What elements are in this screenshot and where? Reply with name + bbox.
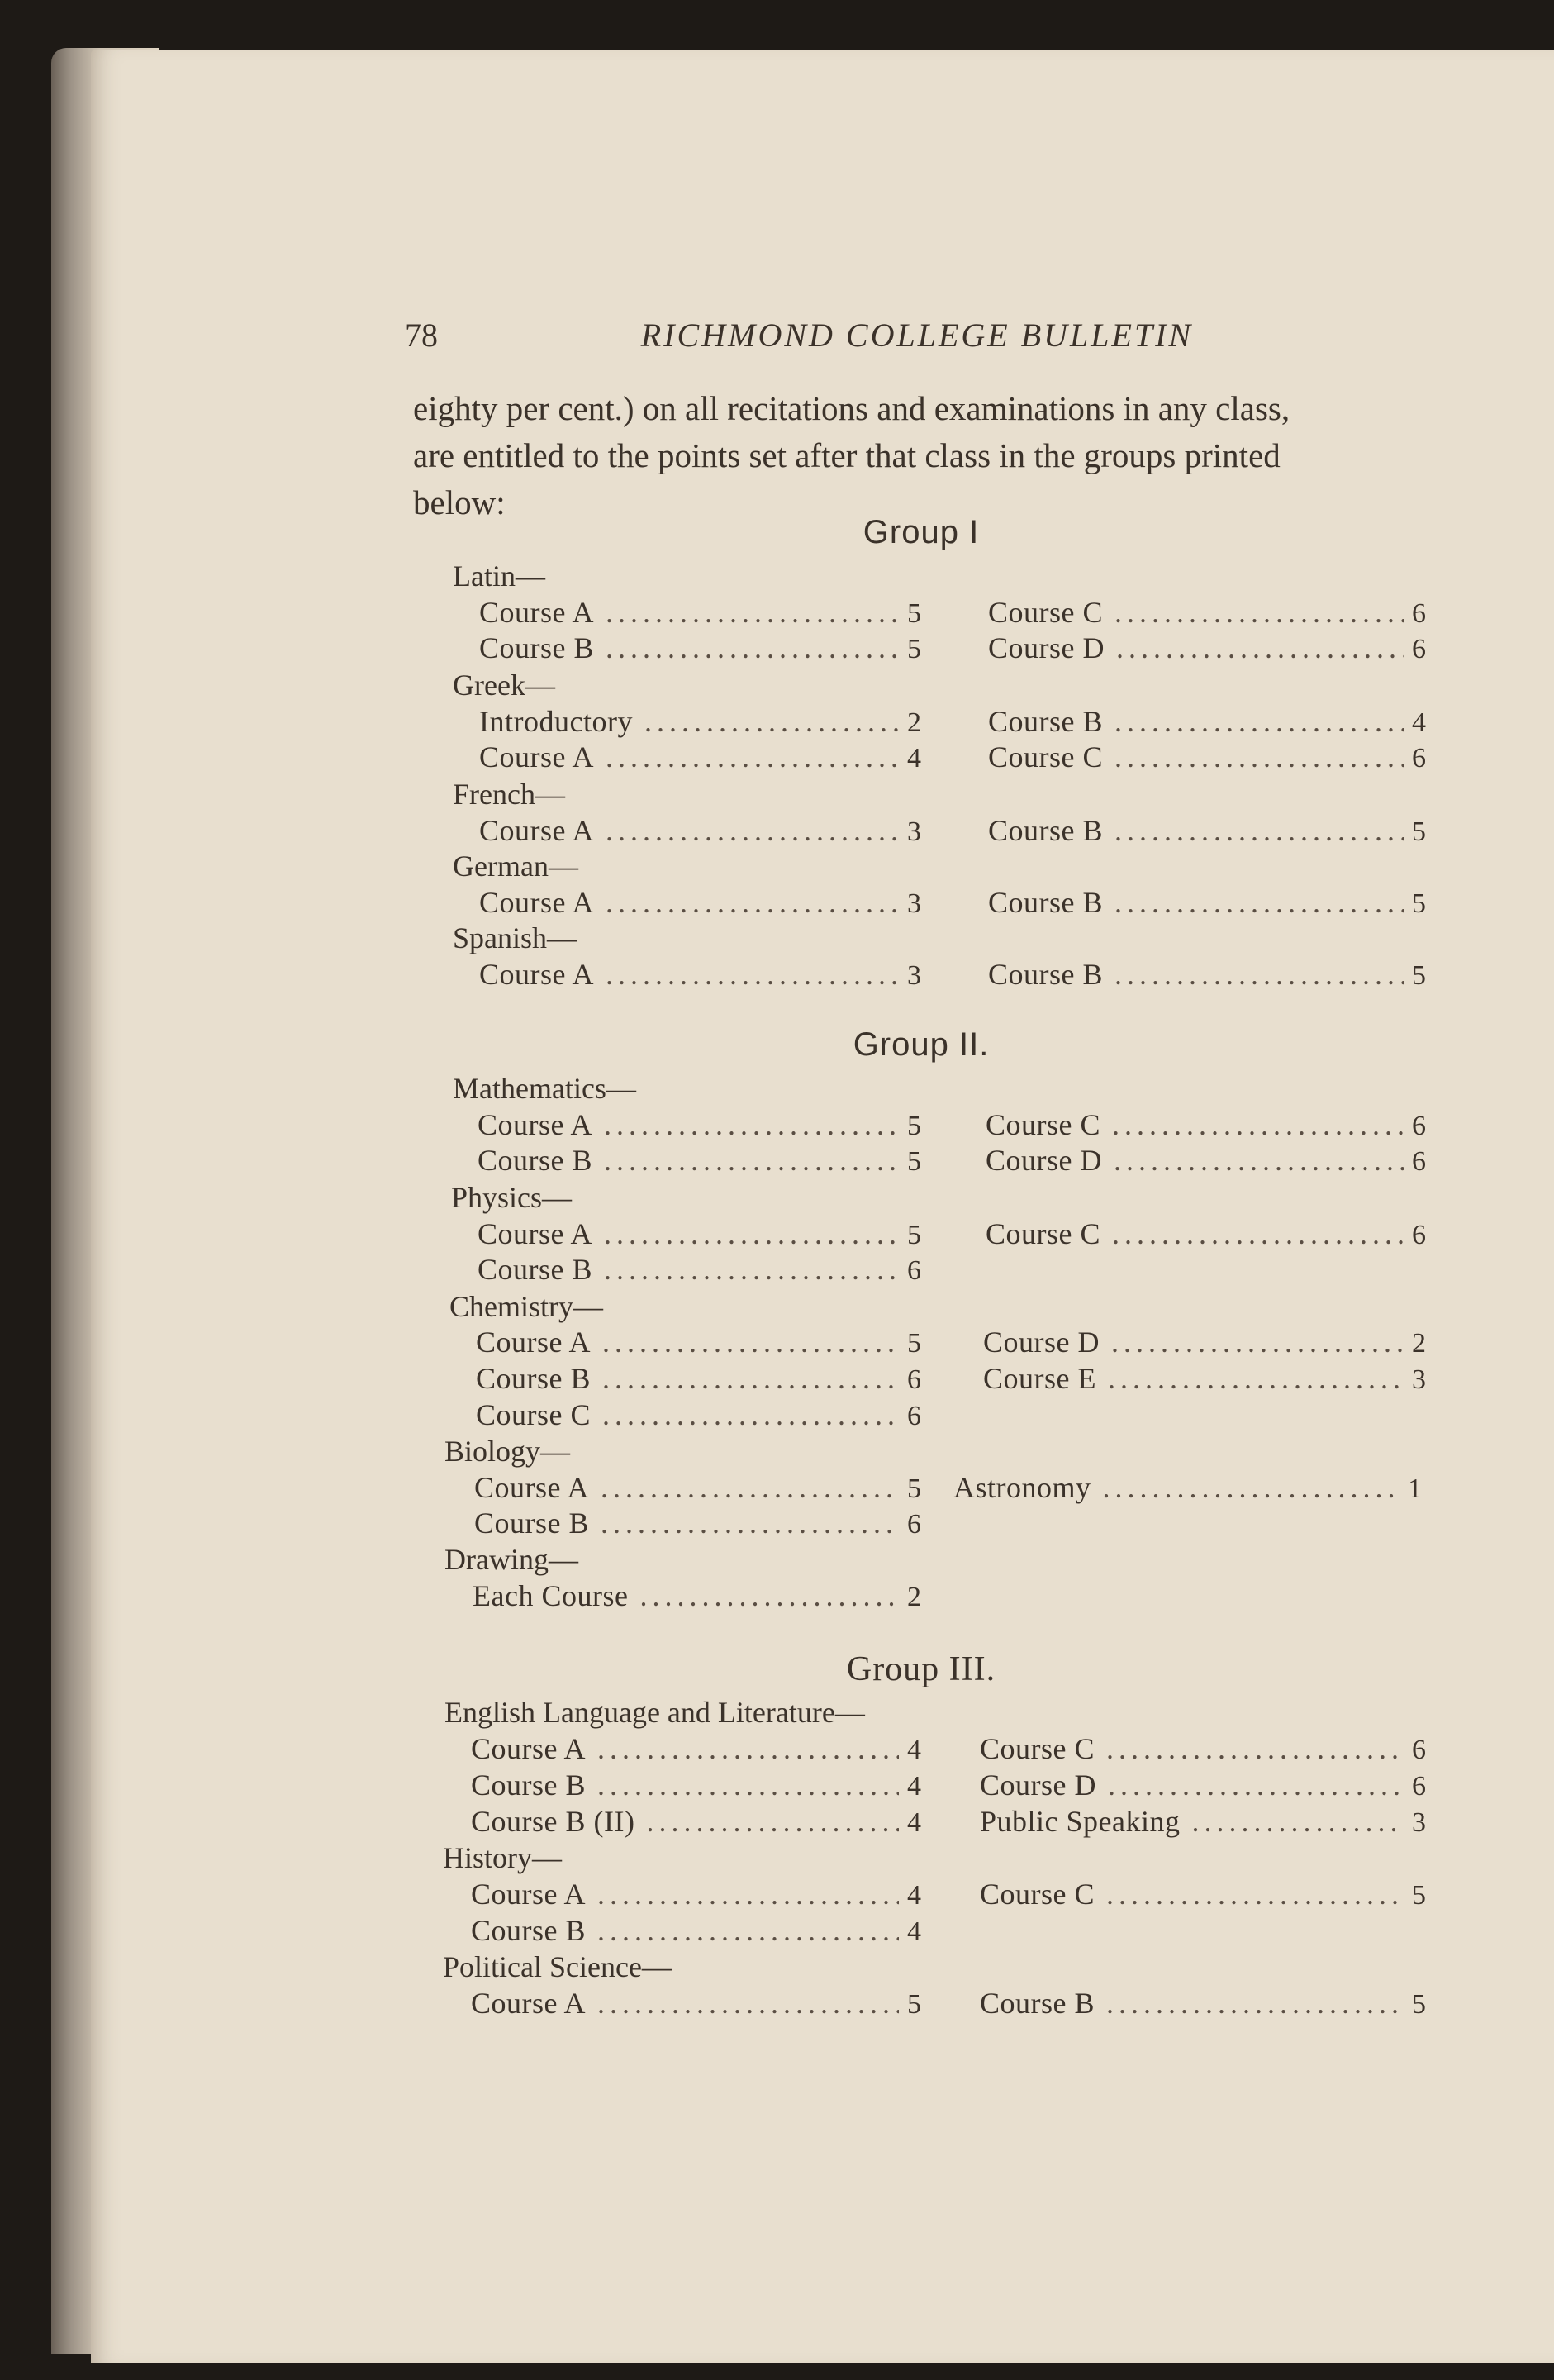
subject-heading: Spanish— (453, 921, 577, 954)
course-name: Course B (II) (471, 1805, 635, 1838)
course-points: 1 (1408, 1473, 1422, 1504)
subject-heading: German— (453, 850, 578, 883)
course-row (479, 740, 921, 774)
course-name: Astronomy (953, 1471, 1091, 1504)
dot-leader (597, 1986, 899, 2021)
course-row (988, 813, 1426, 848)
course-row (473, 1578, 921, 1613)
dot-leader (1114, 740, 1404, 774)
dot-leader (1112, 1216, 1404, 1251)
course-name: Course B (988, 705, 1103, 738)
course-name: Course A (478, 1217, 592, 1250)
course-row (474, 1470, 921, 1505)
dot-leader (604, 1216, 899, 1251)
course-points: 6 (1412, 1146, 1426, 1177)
dot-leader (601, 1506, 899, 1540)
course-name: Course B (988, 958, 1103, 991)
dot-leader (597, 1913, 899, 1948)
course-points: 4 (907, 1771, 921, 1802)
course-row (986, 1216, 1426, 1251)
course-row (471, 1731, 921, 1766)
course-points: 6 (1412, 598, 1426, 629)
dot-leader (1111, 1325, 1404, 1359)
course-points: 6 (907, 1255, 921, 1286)
course-name: Course A (471, 1987, 586, 2020)
course-points: 4 (907, 1735, 921, 1765)
running-head: RICHMOND COLLEGE BULLETIN (640, 317, 1194, 354)
course-points: 5 (907, 1473, 921, 1504)
course-name: Course B (471, 1914, 586, 1947)
course-name: Public Speaking (980, 1805, 1181, 1838)
course-points: 5 (907, 598, 921, 629)
course-row (988, 704, 1426, 739)
course-row (988, 631, 1426, 665)
intro-line: eighty per cent.) on all recitations and examinations in any class, (413, 389, 1290, 427)
subject-heading: French— (453, 778, 565, 811)
course-name: Course B (478, 1144, 592, 1177)
course-points: 6 (1412, 1771, 1426, 1802)
dot-leader (1112, 1107, 1404, 1142)
subject-heading: Greek— (453, 669, 555, 702)
course-points: 5 (907, 1328, 921, 1359)
group-heading: Group II. (853, 1026, 990, 1063)
dot-leader (601, 1470, 899, 1505)
dot-leader (1191, 1804, 1404, 1839)
course-row (953, 1470, 1422, 1505)
course-points: 6 (907, 1401, 921, 1431)
course-row (988, 885, 1426, 920)
course-points: 5 (1412, 1880, 1426, 1911)
dot-leader (606, 813, 899, 848)
course-name: Course B (479, 631, 594, 664)
course-row (476, 1325, 921, 1359)
course-name: Course A (476, 1326, 591, 1359)
course-row (471, 1913, 921, 1948)
dot-leader (1103, 1470, 1400, 1505)
course-points: 3 (907, 960, 921, 991)
dot-leader (1114, 595, 1404, 630)
course-row (988, 740, 1426, 774)
course-name: Course A (479, 958, 594, 991)
course-name: Course B (476, 1362, 591, 1395)
course-name: Course D (986, 1144, 1102, 1177)
dot-leader (644, 704, 899, 739)
course-row (474, 1506, 921, 1540)
dot-leader (1108, 1768, 1404, 1802)
page-number: 78 (405, 317, 438, 354)
course-row (471, 1804, 921, 1839)
course-points: 4 (907, 743, 921, 774)
dot-leader (606, 885, 899, 920)
course-points: 5 (1412, 1989, 1426, 2020)
subject-heading: Political Science— (443, 1950, 672, 1983)
course-name: Course B (478, 1253, 592, 1286)
course-name: Course A (471, 1878, 586, 1911)
course-row (988, 595, 1426, 630)
dot-leader (597, 1768, 899, 1802)
course-name: Course B (471, 1768, 586, 1802)
dot-leader (1114, 885, 1404, 920)
dot-leader (1108, 1361, 1404, 1396)
course-name: Course A (478, 1108, 592, 1141)
course-points: 2 (1412, 1328, 1426, 1359)
dot-leader (606, 595, 899, 630)
course-row (980, 1986, 1426, 2021)
subject-heading: Mathematics— (453, 1072, 636, 1105)
course-name: Course A (479, 814, 594, 847)
course-name: Course E (983, 1362, 1096, 1395)
dot-leader (1106, 1731, 1404, 1766)
course-row (471, 1768, 921, 1802)
dot-leader (1114, 957, 1404, 992)
course-points: 6 (907, 1509, 921, 1540)
course-points: 4 (1412, 707, 1426, 738)
course-points: 5 (1412, 960, 1426, 991)
course-name: Course C (988, 740, 1103, 774)
course-name: Course C (988, 596, 1103, 629)
course-row (471, 1877, 921, 1911)
course-points: 5 (907, 1989, 921, 2020)
subject-heading: Chemistry— (449, 1290, 603, 1323)
dot-leader (1114, 1143, 1404, 1178)
subject-heading: History— (443, 1841, 562, 1874)
course-points: 3 (1412, 1807, 1426, 1838)
course-points: 2 (907, 1582, 921, 1612)
course-name: Course A (479, 596, 594, 629)
course-row (476, 1397, 921, 1432)
dot-leader (639, 1578, 899, 1613)
dot-leader (606, 957, 899, 992)
course-points: 5 (907, 1111, 921, 1141)
course-points: 5 (1412, 888, 1426, 919)
dot-leader (1106, 1877, 1404, 1911)
course-row (471, 1986, 921, 2021)
dot-leader (606, 631, 899, 665)
course-name: Course B (980, 1987, 1095, 2020)
dot-leader (646, 1804, 899, 1839)
course-name: Course A (474, 1471, 589, 1504)
course-points: 4 (907, 1807, 921, 1838)
subject-heading: Latin— (453, 559, 545, 593)
course-row (478, 1107, 921, 1142)
course-name: Course A (471, 1732, 586, 1765)
course-points: 3 (907, 816, 921, 847)
dot-leader (604, 1252, 899, 1287)
course-row (986, 1107, 1426, 1142)
course-row (983, 1361, 1426, 1396)
dot-leader (602, 1397, 899, 1432)
course-row (980, 1731, 1426, 1766)
course-name: Course C (980, 1732, 1095, 1765)
course-name: Course B (988, 886, 1103, 919)
dot-leader (1106, 1986, 1404, 2021)
course-points: 5 (907, 1146, 921, 1177)
course-points: 6 (1412, 1735, 1426, 1765)
course-points: 3 (907, 888, 921, 919)
course-name: Course C (986, 1217, 1100, 1250)
subject-heading: English Language and Literature— (444, 1696, 865, 1729)
course-points: 6 (1412, 1220, 1426, 1250)
course-name: Course C (980, 1878, 1095, 1911)
course-row (986, 1143, 1426, 1178)
course-name: Introductory (479, 705, 633, 738)
course-points: 4 (907, 1916, 921, 1947)
course-name: Course A (479, 740, 594, 774)
dot-leader (597, 1877, 899, 1911)
course-row (479, 813, 921, 848)
course-row (478, 1252, 921, 1287)
course-points: 6 (907, 1364, 921, 1395)
subject-heading: Physics— (451, 1181, 573, 1214)
course-name: Each Course (473, 1579, 629, 1612)
course-row (980, 1768, 1426, 1802)
course-points: 2 (907, 707, 921, 738)
dot-leader (602, 1361, 899, 1396)
course-row (476, 1361, 921, 1396)
course-name: Course C (476, 1398, 591, 1431)
course-points: 6 (1412, 634, 1426, 664)
course-row (980, 1877, 1426, 1911)
course-points: 6 (1412, 1111, 1426, 1141)
course-name: Course B (988, 814, 1103, 847)
dot-leader (1114, 704, 1404, 739)
dot-leader (602, 1325, 899, 1359)
intro-line: below: (413, 483, 506, 521)
dot-leader (604, 1107, 899, 1142)
subject-heading: Biology— (444, 1435, 571, 1468)
course-row (479, 704, 921, 739)
group-heading: Group I (863, 514, 980, 550)
course-name: Course D (988, 631, 1105, 664)
course-points: 5 (1412, 816, 1426, 847)
dot-leader (1116, 631, 1404, 665)
course-row (980, 1804, 1426, 1839)
course-row (478, 1143, 921, 1178)
course-row (479, 631, 921, 665)
course-name: Course D (980, 1768, 1096, 1802)
course-points: 3 (1412, 1364, 1426, 1395)
dot-leader (606, 740, 899, 774)
course-row (479, 595, 921, 630)
course-row (479, 957, 921, 992)
course-points: 5 (907, 634, 921, 664)
course-points: 5 (907, 1220, 921, 1250)
dot-leader (597, 1731, 899, 1766)
group-heading: Group III. (846, 1650, 996, 1688)
course-name: Course B (474, 1507, 589, 1540)
course-points: 6 (1412, 743, 1426, 774)
course-name: Course A (479, 886, 594, 919)
dot-leader (1114, 813, 1404, 848)
subject-heading: Drawing— (444, 1543, 578, 1576)
course-name: Course D (983, 1326, 1100, 1359)
course-row (988, 957, 1426, 992)
course-row (983, 1325, 1426, 1359)
course-name: Course C (986, 1108, 1100, 1141)
course-row (479, 885, 921, 920)
course-row (478, 1216, 921, 1251)
intro-line: are entitled to the points set after that class in the groups printed (413, 436, 1281, 474)
intro-paragraph (413, 385, 1429, 526)
dot-leader (604, 1143, 899, 1178)
course-points: 4 (907, 1880, 921, 1911)
